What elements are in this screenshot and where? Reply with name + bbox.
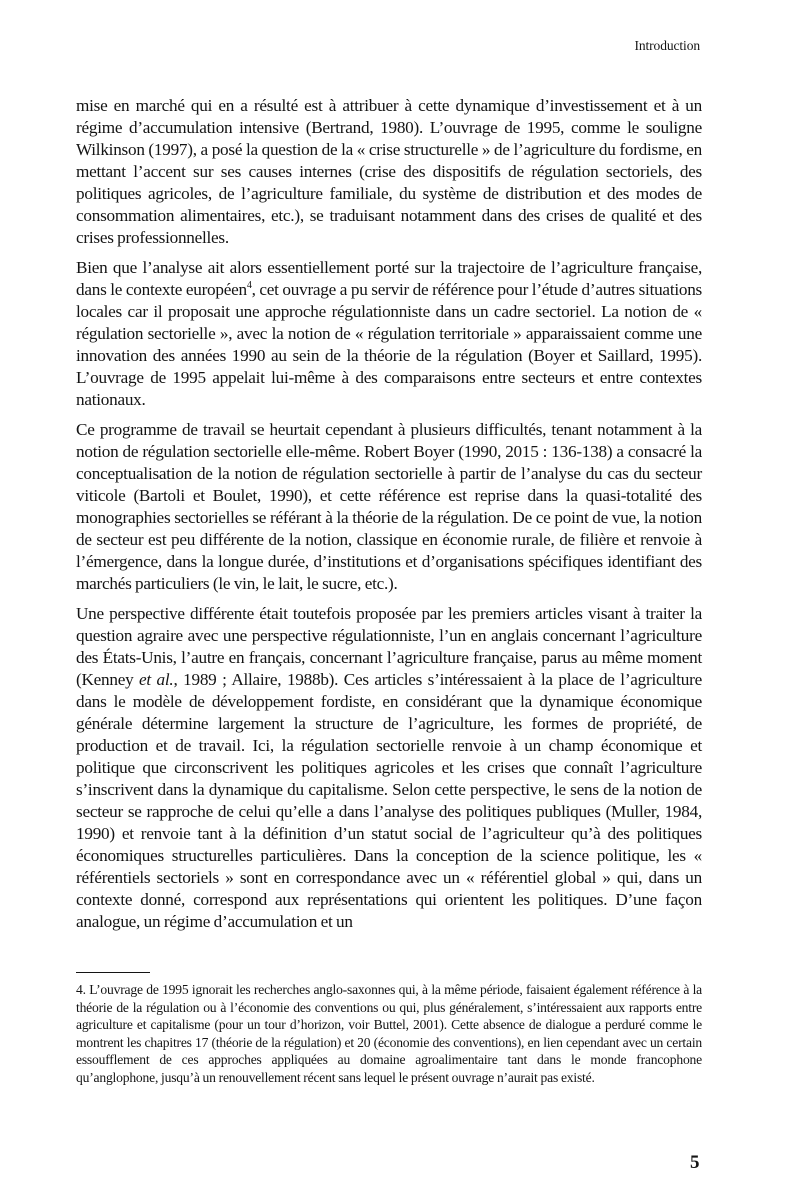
footnote-divider (76, 972, 150, 973)
running-head: Introduction (634, 38, 700, 53)
footnote-4 (76, 981, 702, 1087)
footnote (76, 981, 702, 1087)
paragraph-2 (76, 257, 702, 411)
italic-et-al: et al. (139, 670, 174, 689)
paragraph-1: mise en marché qui en a résulté est à attribuer à cette dynamique d’investissement et à un régime d’accumulation intensive (Bertrand, 1980). L’ouvrage de 1995, comme le souligne Wilkinson (1997), a posé la question de la « crise structurelle » de l’agriculture du fordisme, en mettant l’accent sur ses causes internes (crise des dispositifs de régulation sectoriels, des politiques agricoles, de l’agriculture familiale, du système de distribution et des modes de consommation alimentaires, etc.), se traduisant notamment dans des crises de qualité et des crises professionnelles. (76, 96, 702, 247)
paragraph-2-part-1: Bien que l’analyse ait alors essentiellement porté sur la trajectoire de l’agriculture française, dans le contexte européen (76, 258, 702, 299)
paragraph-4-part-2: , 1989 ; Allaire, 1988b). Ces articles s’intéressaient à la place de l’agriculture dans le modèle de développement fordiste, en considérant que la dynamique économique générale détermine largement la structure de l’agriculture, les formes de propriété, de production et de travail. Ici, la régulation sectorielle renvoie à un champ économique et politique que circonscrivent les politiques agricoles et les crises que connaît l’agriculture s’inscrivent dans la dynamique du capitalisme. Selon cette perspective, le sens de la notion de secteur se rapproche de celui qu’elle a dans l’analyse des politiques publiques (Muller, 1984, 1990) et renvoie tant à la définition d’un statut social de l’agriculteur qu’à des politiques économiques structurelles particulières. Dans la conception de la science politique, les « référentiels sectoriels » sont en correspondance avec un « référentiel global » qui, dans un contexte donné, correspond aux représentations qui orientent les politiques. D’une façon analogue, un régime d’accumulation et un (76, 670, 702, 931)
body-text (76, 95, 702, 941)
paragraph-4-part-1: Une perspective différente était toutefois proposée par les premiers articles visant à traiter la question agraire avec une perspective régulationniste, l’un en anglais concernant l’agriculture des États-Unis, l’autre en français, concernant l’agriculture française, parus au même moment (Kenney (76, 604, 702, 689)
footnote-number: 4. (76, 982, 86, 997)
footnote-text: L’ouvrage de 1995 ignorait les recherches anglo-saxonnes qui, à la même période, faisaient également référence à la théorie de la régulation ou à l’économie des conventions ou qui, plus généralement, s’intéressaient aux rapports entre agriculture et capitalisme (pour un tour d’horizon, voir Buttel, 2001). Cette absence de dialogue a perduré comme le montrent les chapitres 17 (théorie de la régulation) et 20 (économie des conventions), en lien cependant avec un certain essoufflement de ces approches appliquées au domaine agroalimentaire tant dans le monde francophone qu’anglophone, jusqu’à un renouvellement récent sans lequel le présent ouvrage n’aurait pas existé. (76, 982, 702, 1085)
paragraph-3: Ce programme de travail se heurtait cependant à plusieurs difficultés, tenant notamment à la notion de régulation sectorielle elle-même. Robert Boyer (1990, 2015 : 136-138) a consacré la conceptualisation de la notion de régulation sectorielle à partir de l’analyse du cas du secteur viticole (Bartoli et Boulet, 1990), et cette référence est reprise dans la quasi-totalité des monographies sectorielles se référant à la théorie de la régulation. De ce point de vue, la notion de secteur est peu différente de la notion, classique en économie rurale, de filière et renvoie à l’émergence, dans la longue durée, d’institutions et d’organisations spécifiques identifiant des marchés particuliers (le vin, le lait, le sucre, etc.). (76, 420, 702, 593)
footnote-reference[interactable]: 4 (246, 280, 252, 291)
paragraph-2-part-2: , cet ouvrage a pu servir de référence pour l’étude d’autres situations locales car il proposait une approche régulationniste dans un cadre sectoriel. La notion de « régulation sectorielle », avec la notion de « régulation territoriale » apparaissaient comme une innovation des années 1990 au sein de la théorie de la régulation (Boyer et Saillard, 1995). L’ouvrage de 1995 appelait lui-même à des comparaisons entre secteurs et entre contextes nationaux. (76, 280, 702, 409)
paragraph-4 (76, 603, 702, 933)
page-number: 5 (690, 1152, 700, 1173)
